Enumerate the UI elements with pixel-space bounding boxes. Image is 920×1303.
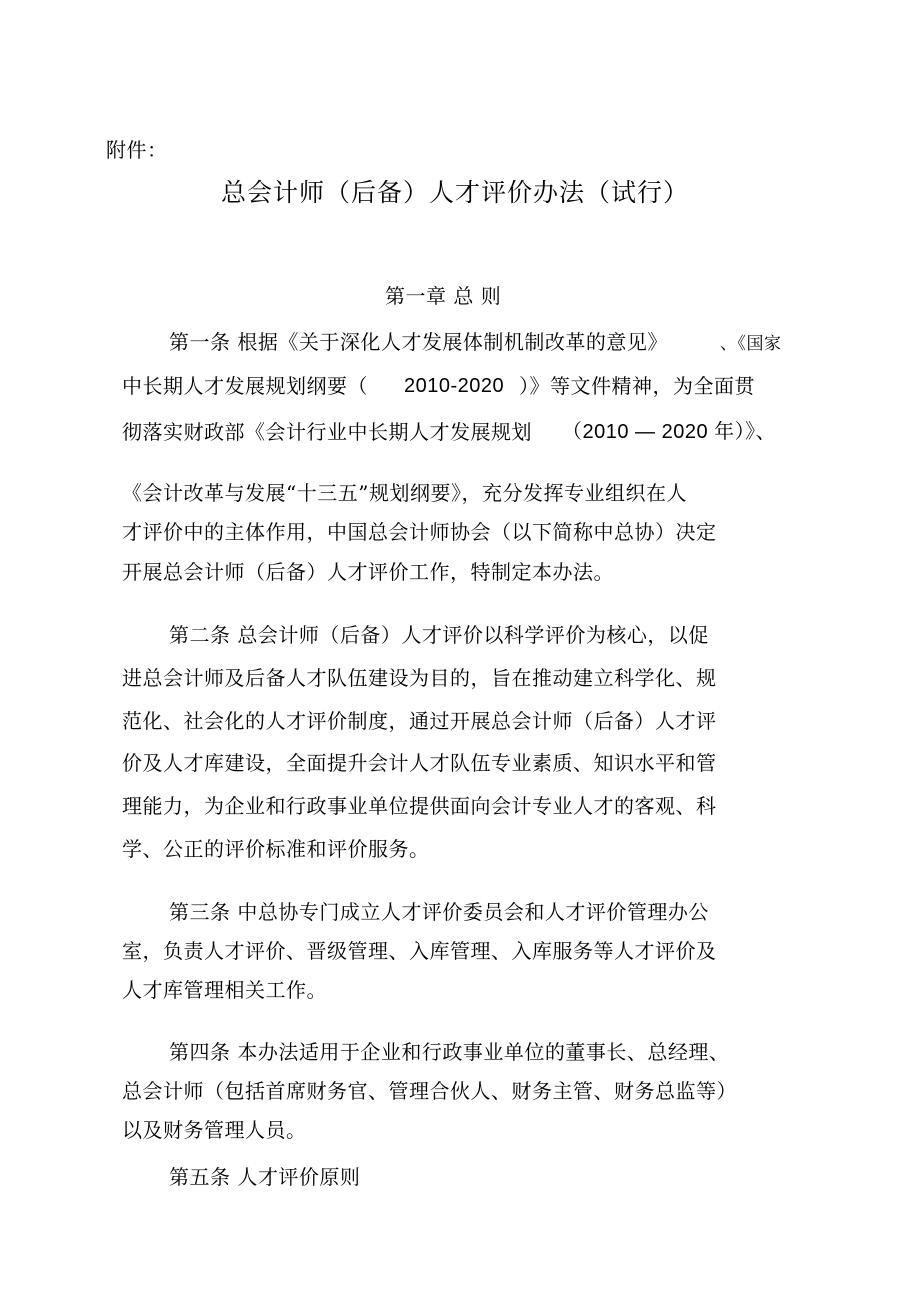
article2-line4: 价及人才库建设，全面提升会计人才队伍专业素质、知识水平和管	[122, 751, 717, 775]
article1-line2a: 中长期人才发展规划纲要（	[122, 374, 368, 398]
article2-line2: 进总会计师及后备人才队伍建设为目的，旨在推动建立科学化、规	[122, 666, 717, 690]
article2-line3: 范化、社会化的人才评价制度，通过开展总会计师（后备）人才评	[122, 709, 717, 733]
article1-line3a: 彻落实财政部《会计行业中长期人才发展规划	[122, 420, 532, 444]
article4-line1: 第四条 本办法适用于企业和行政事业单位的董事长、总经理、	[169, 1040, 730, 1064]
document-title: 总会计师（后备）人才评价办法（试行）	[221, 178, 690, 207]
article1-line1a: 第一条 根据《关于深化人才发展体制机制改革的意见》	[169, 330, 668, 354]
article3-line3: 人才库管理相关工作。	[122, 978, 327, 1002]
article1-line2b: 2010-2020	[404, 375, 505, 397]
article1-line4: 《会计改革与发展“十三五”规划纲要》，充分发挥专业组织在人	[122, 481, 687, 505]
article3-line2: 室，负责人才评价、晋级管理、入库管理、入库服务等人才评价及	[122, 939, 717, 963]
article4-line2: 总会计师（包括首席财务官、管理合伙人、财务主管、财务总监等）	[122, 1079, 737, 1103]
article2-line6: 学、公正的评价标准和评价服务。	[122, 837, 430, 861]
article1-line2c: ）》等文件精神，为全面贯	[519, 374, 755, 398]
article4-line3: 以及财务管理人员。	[122, 1118, 307, 1142]
article3-line1: 第三条 中总协专门成立人才评价委员会和人才评价管理办公	[169, 900, 709, 924]
article2-line5: 理能力，为企业和行政事业单位提供面向会计专业人才的客观、科	[122, 794, 717, 818]
attachment-label: 附件：	[106, 138, 168, 162]
article1-line3b: （2010 — 2020 年）》、	[562, 421, 777, 443]
article5-line1: 第五条 人才评价原则	[169, 1165, 361, 1189]
article1-line5: 才评价中的主体作用，中国总会计师协会（以下简称中总协）决定	[122, 520, 717, 544]
chapter-heading: 第一章 总 则	[385, 284, 502, 308]
article1-line1b: 、《国家	[720, 334, 782, 354]
article2-line1: 第二条 总会计师（后备）人才评价以科学评价为核心，以促	[169, 623, 709, 647]
article1-line6: 开展总会计师（后备）人才评价工作，特制定本办法。	[122, 560, 614, 584]
